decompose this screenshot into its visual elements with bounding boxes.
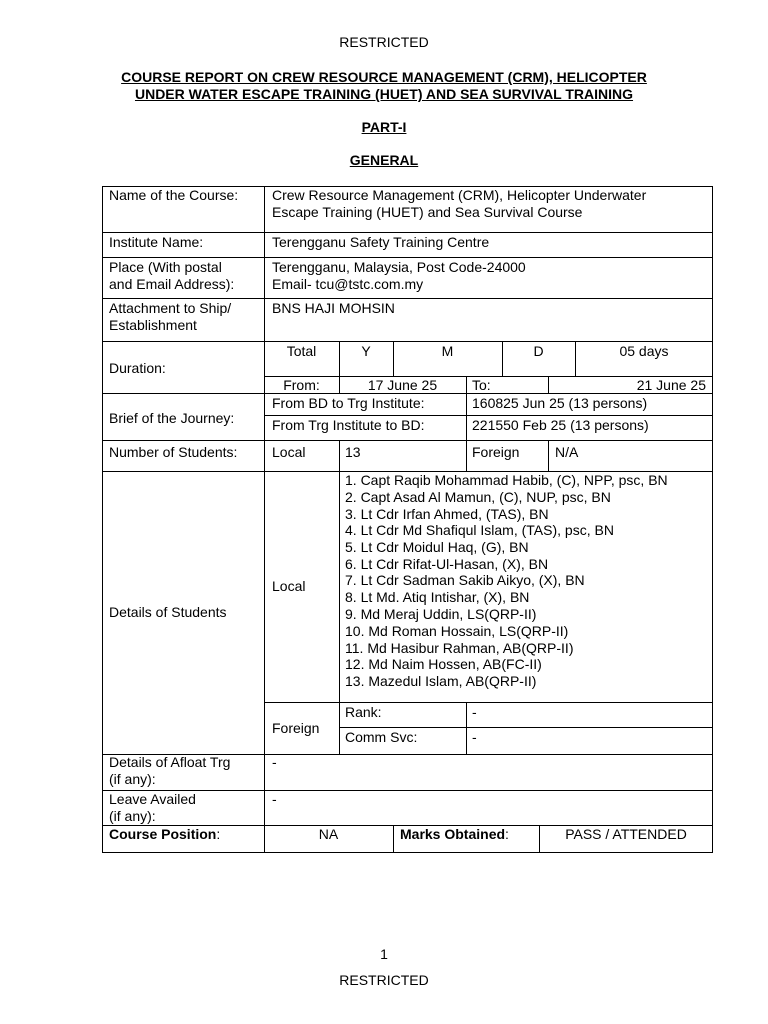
journey-divider [264,415,713,416]
details-divider [264,702,713,703]
to-date: 21 June 25 [636,377,706,393]
list-item: 10. Md Roman Hossain, LS(QRP-II) [345,623,569,639]
list-item: 13. Mazedul Islam, AB(QRP-II) [345,673,537,689]
row-divider [102,440,713,441]
course-position-value: NA [318,826,339,842]
page-number: 1 [380,946,388,962]
list-item: 11. Md Hasibur Rahman, AB(QRP-II) [345,640,574,656]
classification-footer: RESTRICTED [339,972,429,988]
marks-label: Marks Obtained: [400,826,509,842]
table-border-bottom [102,852,713,853]
journey-col [466,393,467,440]
course-name-label: Name of the Course: [109,187,239,203]
journey-back-label: From Trg Institute to BD: [272,417,425,433]
leave-label: Leave Availed (if any): [109,791,196,824]
duration-days-value: 05 days [619,343,669,359]
from-label: From: [283,377,320,393]
table-border-left [102,186,103,853]
attachment-value: BNS HAJI MOHSIN [272,300,395,316]
foreign-label: Foreign [472,444,520,460]
title-line-1: COURSE REPORT ON CREW RESOURCE MANAGEMENT (CRM), HELICOPTER [121,69,647,85]
row-divider [102,298,713,299]
students-count-col [339,440,340,471]
course-position-label: Course Position: [109,826,221,842]
marks-value: PASS / ATTENDED [565,826,687,842]
comm-svc-label: Comm Svc: [345,729,418,745]
leave-value: - [272,791,277,807]
row-divider [102,257,713,258]
duration-days-header: D [533,343,544,359]
list-item: 1. Capt Raqib Mohammad Habib, (C), NPP, psc, BN [345,472,668,488]
section-heading: GENERAL [349,152,419,168]
from-date: 17 June 25 [367,377,438,393]
place-value: Terengganu, Malaysia, Post Code-24000 Email- tcu@tstc.com.my [272,259,526,292]
part-heading: PART-I [361,119,407,135]
row-divider [102,232,713,233]
foreign-col [466,702,467,754]
rank-value: - [472,704,477,720]
list-item: 12. Md Naim Hossen, AB(FC-II) [345,656,542,672]
title-line-2: UNDER WATER ESCAPE TRAINING (HUET) AND SEA SURVIVAL TRAINING [134,86,634,102]
foreign-divider [339,727,713,728]
table-border-right [712,186,713,853]
institute-label: Institute Name: [109,234,204,250]
list-item: 5. Lt Cdr Moidul Haq, (G), BN [345,539,529,555]
place-label: Place (With postal and Email Address): [109,259,235,292]
list-item: 3. Lt Cdr Irfan Ahmed, (TAS), BN [345,506,549,522]
journey-label: Brief of the Journey: [109,410,235,426]
list-item: 9. Md Meraj Uddin, LS(QRP-II) [345,606,537,622]
afloat-label: Details of Afloat Trg (if any): [109,754,231,787]
list-item: 8. Lt Md. Atiq Intishar, (X), BN [345,589,530,605]
comm-svc-value: - [472,729,477,745]
document-title [0,69,768,103]
rank-label: Rank: [345,704,382,720]
label-column-divider [264,186,265,853]
attachment-label: Attachment to Ship/ Establishment [109,300,232,333]
journey-out-value: 160825 Jun 25 (13 persons) [472,395,648,411]
details-col [339,471,340,754]
details-foreign-label: Foreign [272,720,320,736]
foreign-count: N/A [555,444,579,460]
local-count: 13 [345,444,361,460]
to-label: To: [472,377,491,393]
from-to-col [466,376,467,393]
duration-months: M [441,343,454,359]
journey-out-label: From BD to Trg Institute: [272,395,425,411]
row-divider [102,341,713,342]
students-count-col [548,440,549,471]
duration-total: Total [286,343,317,359]
course-name-value: Crew Resource Management (CRM), Helicopter Underwater Escape Training (HUET) and Sea Survival Course [272,187,647,220]
students-count-col [466,440,467,471]
list-item: 4. Lt Cdr Md Shafiqul Islam, (TAS), psc, BN [345,522,614,538]
details-local-label: Local [272,578,306,594]
list-item: 2. Capt Asad Al Mamun, (C), NUP, psc, BN [345,489,611,505]
list-item: 6. Lt Cdr Rifat-Ul-Hasan, (X), BN [345,556,549,572]
list-item: 7. Lt Cdr Sadman Sakib Aikyo, (X), BN [345,572,585,588]
position-col [393,825,394,853]
num-students-label: Number of Students: [109,444,238,460]
classification-header: RESTRICTED [339,34,429,50]
local-label: Local [272,444,306,460]
details-label: Details of Students [109,604,227,620]
afloat-value: - [272,754,277,770]
duration-years: Y [361,343,371,359]
institute-value: Terengganu Safety Training Centre [272,234,490,250]
journey-back-value: 221550 Feb 25 (13 persons) [472,417,649,433]
duration-label: Duration: [109,360,166,376]
